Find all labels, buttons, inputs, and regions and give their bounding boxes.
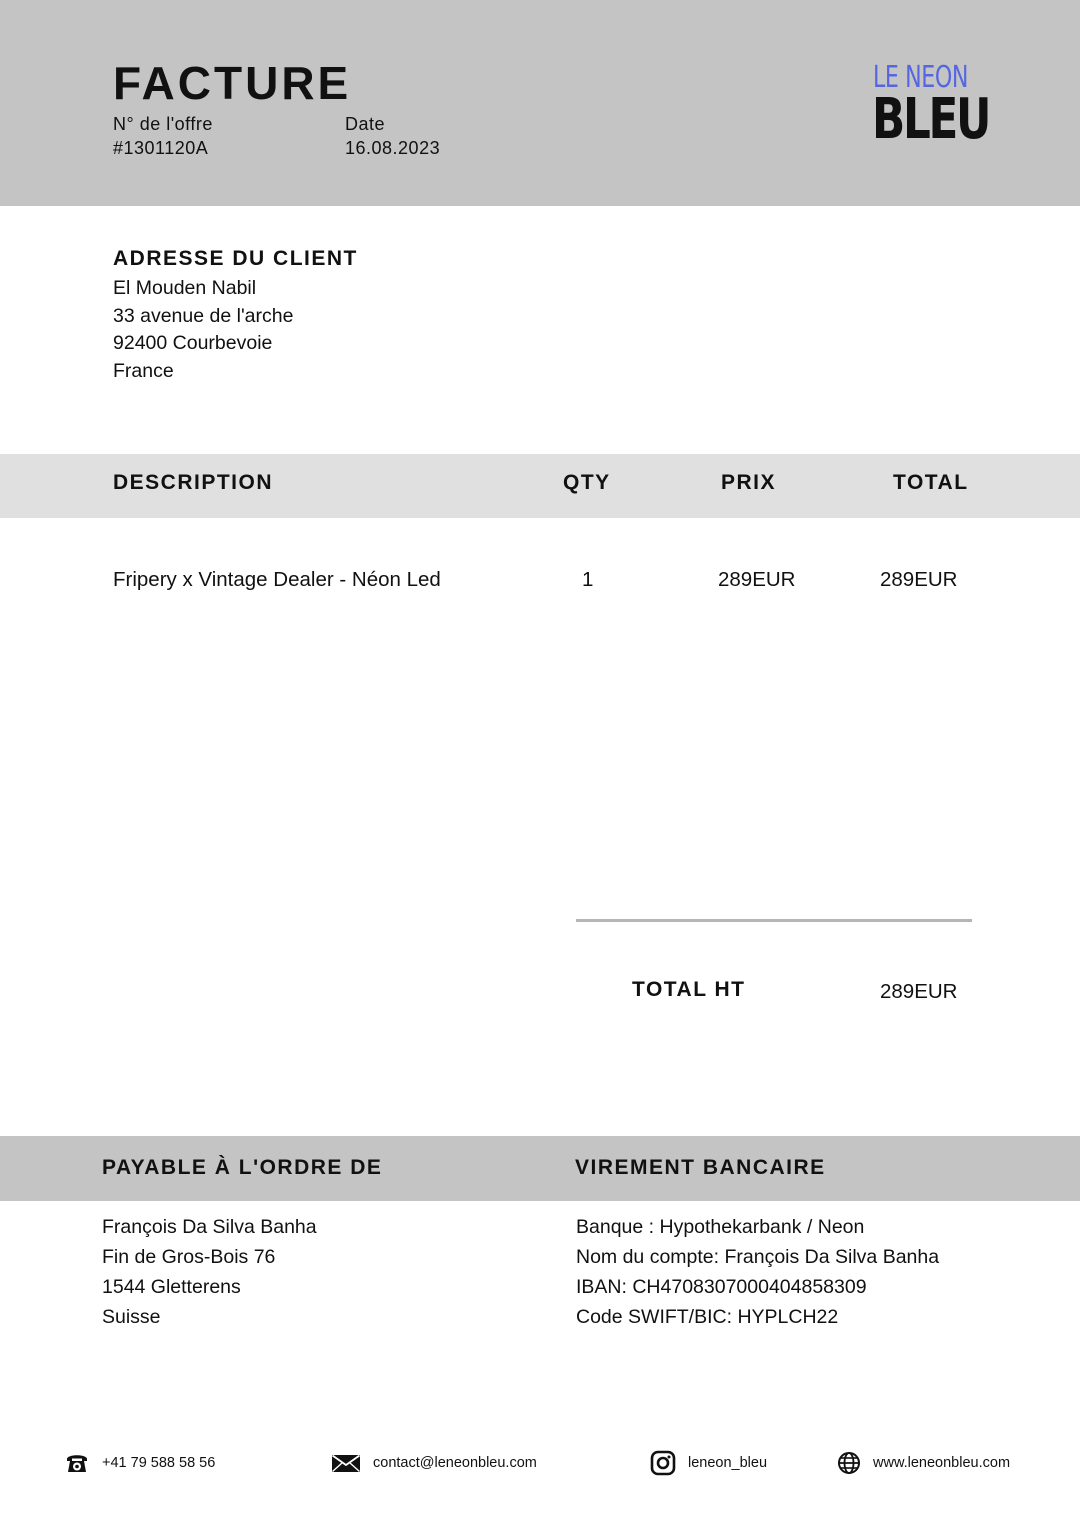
client-address-line: El Mouden Nabil xyxy=(113,277,257,299)
payable-heading: PAYABLE À L'ORDRE DE xyxy=(102,1156,383,1179)
column-header-total: TOTAL xyxy=(893,471,969,494)
totals-divider xyxy=(576,919,972,922)
column-header-description: DESCRIPTION xyxy=(113,471,274,494)
bank-line: Code SWIFT/BIC: HYPLCH22 xyxy=(576,1306,839,1328)
client-address-line: 33 avenue de l'arche xyxy=(113,304,294,327)
brand-logo xyxy=(860,60,990,156)
item-total: 289EUR xyxy=(880,568,958,591)
payable-details xyxy=(102,1212,317,1332)
invoice-title: FACTURE xyxy=(113,57,352,109)
date-value: 16.08.2023 xyxy=(345,138,441,158)
logo-top-text: LE NEON xyxy=(873,60,968,95)
phone-icon xyxy=(64,1450,90,1476)
total-ht-label: TOTAL HT xyxy=(632,978,746,1001)
footer-website[interactable] xyxy=(837,1446,1010,1480)
website-url: www.leneonbleu.com xyxy=(873,1455,1011,1471)
total-ht-value: 289EUR xyxy=(880,980,958,1003)
payable-line: Fin de Gros-Bois 76 xyxy=(102,1246,276,1268)
client-address-line: 92400 Courbevoie xyxy=(113,332,273,354)
bank-details xyxy=(576,1212,939,1332)
footer-instagram[interactable] xyxy=(650,1446,767,1480)
envelope-icon xyxy=(331,1450,361,1476)
footer-email[interactable] xyxy=(331,1446,537,1480)
item-price: 289EUR xyxy=(718,568,796,591)
instagram-handle: leneon_bleu xyxy=(688,1455,768,1471)
bank-transfer-heading: VIREMENT BANCAIRE xyxy=(575,1156,826,1179)
payable-line: Suisse xyxy=(102,1306,161,1328)
email-address: contact@leneonbleu.com xyxy=(373,1455,537,1471)
payable-line: 1544 Gletterens xyxy=(102,1276,241,1298)
bank-line: Banque : Hypothekarbank / Neon xyxy=(576,1216,865,1238)
client-address-line: France xyxy=(113,359,174,382)
client-address xyxy=(113,275,293,385)
bank-line: Nom du compte: François Da Silva Banha xyxy=(576,1246,940,1268)
globe-icon xyxy=(837,1451,861,1475)
client-address-heading: ADRESSE DU CLIENT xyxy=(113,247,358,270)
column-header-qty: QTY xyxy=(563,471,611,494)
offer-number-label: N° de l'offre xyxy=(113,114,213,134)
date-label: Date xyxy=(345,114,386,134)
item-description: Fripery x Vintage Dealer - Néon Led xyxy=(113,568,441,591)
bank-line: IBAN: CH4708307000404858309 xyxy=(576,1276,867,1298)
phone-number: +41 79 588 58 56 xyxy=(102,1455,216,1471)
invoice-header xyxy=(0,0,1080,206)
footer-phone[interactable] xyxy=(64,1446,215,1480)
logo-bottom-text: BLEU xyxy=(872,87,990,152)
column-header-prix: PRIX xyxy=(721,471,777,494)
offer-number-value: #1301120A xyxy=(113,138,209,158)
instagram-icon xyxy=(650,1450,676,1476)
payable-line: François Da Silva Banha xyxy=(102,1216,317,1238)
item-qty: 1 xyxy=(582,568,594,591)
